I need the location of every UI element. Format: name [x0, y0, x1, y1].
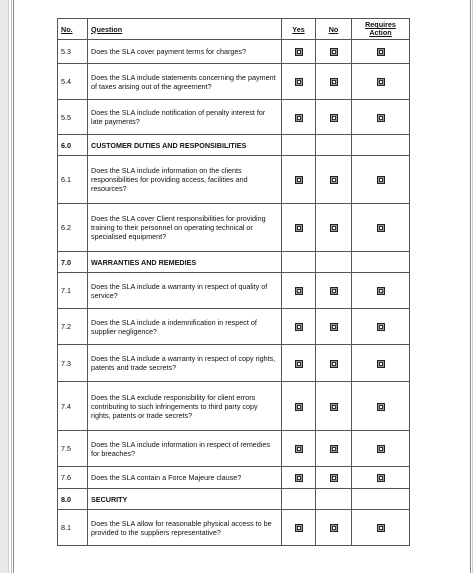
cell-yes	[282, 382, 316, 431]
section-title: CUSTOMER DUTIES AND RESPONSIBILITIES	[88, 135, 282, 156]
cell-yes	[282, 489, 316, 510]
checkbox-yes-icon[interactable]	[295, 114, 303, 122]
checkbox-requires-action-icon[interactable]	[377, 360, 385, 368]
table-row	[58, 467, 410, 489]
cell-no	[316, 64, 352, 100]
cell-no	[316, 252, 352, 273]
header-action-label: Action	[369, 28, 392, 37]
section-row	[58, 135, 410, 156]
cell-yes	[282, 309, 316, 345]
checkbox-requires-action-icon[interactable]	[377, 474, 385, 482]
section-row	[58, 489, 410, 510]
checkbox-requires-action-icon[interactable]	[377, 48, 385, 56]
cell-no	[316, 309, 352, 345]
checkbox-requires-action-icon[interactable]	[377, 445, 385, 453]
row-number: 7.4	[58, 382, 88, 431]
table-row	[58, 100, 410, 135]
cell-yes	[282, 467, 316, 489]
checkbox-no-icon[interactable]	[330, 403, 338, 411]
cell-requires-action	[352, 204, 410, 252]
question-text: Does the SLA exclude responsibility for client errors contributing to such infringements to third party copy rights, patents or trade secrets?	[88, 382, 282, 431]
cell-requires-action	[352, 64, 410, 100]
checkbox-requires-action-icon[interactable]	[377, 224, 385, 232]
checkbox-no-icon[interactable]	[330, 114, 338, 122]
section-row	[58, 252, 410, 273]
section-title: SECURITY	[88, 489, 282, 510]
checkbox-no-icon[interactable]	[330, 78, 338, 86]
checkbox-no-icon[interactable]	[330, 474, 338, 482]
checkbox-yes-icon[interactable]	[295, 287, 303, 295]
cell-no	[316, 467, 352, 489]
header-no-answer: No	[316, 19, 352, 40]
section-title: WARRANTIES AND REMEDIES	[88, 252, 282, 273]
row-number: 7.1	[58, 273, 88, 309]
checkbox-yes-icon[interactable]	[295, 224, 303, 232]
checkbox-no-icon[interactable]	[330, 524, 338, 532]
cell-no	[316, 489, 352, 510]
table-row	[58, 64, 410, 100]
question-text: Does the SLA include notification of penalty interest for late payments?	[88, 100, 282, 135]
cell-yes	[282, 252, 316, 273]
header-question: Question	[88, 19, 282, 40]
header-requires-action	[352, 19, 410, 40]
checkbox-yes-icon[interactable]	[295, 524, 303, 532]
table-row	[58, 40, 410, 64]
checkbox-no-icon[interactable]	[330, 287, 338, 295]
row-number: 7.0	[58, 252, 88, 273]
header-requires-label: Requires	[365, 20, 396, 29]
cell-yes	[282, 273, 316, 309]
checkbox-requires-action-icon[interactable]	[377, 323, 385, 331]
table-row	[58, 273, 410, 309]
table-row	[58, 204, 410, 252]
row-number: 7.3	[58, 345, 88, 382]
row-number: 6.2	[58, 204, 88, 252]
checkbox-no-icon[interactable]	[330, 224, 338, 232]
sla-checklist-table	[57, 18, 410, 546]
cell-yes	[282, 40, 316, 64]
table-row	[58, 156, 410, 204]
cell-requires-action	[352, 100, 410, 135]
row-number: 5.4	[58, 64, 88, 100]
checkbox-requires-action-icon[interactable]	[377, 403, 385, 411]
table-row	[58, 510, 410, 546]
row-number: 6.1	[58, 156, 88, 204]
question-text: Does the SLA include information in respect of remedies for breaches?	[88, 431, 282, 467]
checkbox-yes-icon[interactable]	[295, 360, 303, 368]
table-row	[58, 431, 410, 467]
page-border-left-inner	[13, 0, 14, 573]
header-yes: Yes	[282, 19, 316, 40]
checkbox-no-icon[interactable]	[330, 360, 338, 368]
cell-requires-action	[352, 135, 410, 156]
checkbox-requires-action-icon[interactable]	[377, 114, 385, 122]
row-number: 5.5	[58, 100, 88, 135]
row-number: 7.5	[58, 431, 88, 467]
checkbox-yes-icon[interactable]	[295, 403, 303, 411]
row-number: 7.2	[58, 309, 88, 345]
row-number: 5.3	[58, 40, 88, 64]
cell-yes	[282, 135, 316, 156]
row-number: 8.1	[58, 510, 88, 546]
cell-requires-action	[352, 382, 410, 431]
table-row	[58, 345, 410, 382]
cell-no	[316, 510, 352, 546]
cell-requires-action	[352, 156, 410, 204]
cell-yes	[282, 510, 316, 546]
cell-requires-action	[352, 273, 410, 309]
cell-requires-action	[352, 467, 410, 489]
header-no: No.	[58, 19, 88, 40]
cell-requires-action	[352, 431, 410, 467]
question-text: Does the SLA include a warranty in respect of quality of service?	[88, 273, 282, 309]
page-border-right-inner	[470, 0, 471, 573]
checkbox-no-icon[interactable]	[330, 176, 338, 184]
checkbox-yes-icon[interactable]	[295, 48, 303, 56]
cell-yes	[282, 431, 316, 467]
table-body	[58, 40, 410, 546]
checkbox-no-icon[interactable]	[330, 48, 338, 56]
checkbox-yes-icon[interactable]	[295, 323, 303, 331]
checkbox-yes-icon[interactable]	[295, 176, 303, 184]
question-text: Does the SLA include a indemnification in respect of supplier negligence?	[88, 309, 282, 345]
cell-no	[316, 204, 352, 252]
cell-requires-action	[352, 510, 410, 546]
cell-no	[316, 431, 352, 467]
window-left-edge	[0, 0, 9, 573]
cell-yes	[282, 204, 316, 252]
row-number: 7.6	[58, 467, 88, 489]
checkbox-no-icon[interactable]	[330, 323, 338, 331]
checkbox-requires-action-icon[interactable]	[377, 176, 385, 184]
checkbox-yes-icon[interactable]	[295, 445, 303, 453]
cell-requires-action	[352, 345, 410, 382]
checkbox-requires-action-icon[interactable]	[377, 78, 385, 86]
question-text: Does the SLA include information on the clients responsibilities for providing access, facilities and resources?	[88, 156, 282, 204]
cell-requires-action	[352, 40, 410, 64]
question-text: Does the SLA allow for reasonable physical access to be provided to the suppliers representative?	[88, 510, 282, 546]
question-text: Does the SLA cover payment terms for charges?	[88, 40, 282, 64]
row-number: 6.0	[58, 135, 88, 156]
cell-no	[316, 156, 352, 204]
checkbox-yes-icon[interactable]	[295, 78, 303, 86]
cell-yes	[282, 64, 316, 100]
checkbox-yes-icon[interactable]	[295, 474, 303, 482]
table-row	[58, 382, 410, 431]
cell-yes	[282, 100, 316, 135]
checkbox-requires-action-icon[interactable]	[377, 524, 385, 532]
page-border-right-outer	[472, 0, 473, 573]
row-number: 8.0	[58, 489, 88, 510]
table-header-row	[58, 19, 410, 40]
question-text: Does the SLA include a warranty in respect of copy rights, patents and trade secrets?	[88, 345, 282, 382]
table-row	[58, 309, 410, 345]
checkbox-no-icon[interactable]	[330, 445, 338, 453]
question-text: Does the SLA contain a Force Majeure clause?	[88, 467, 282, 489]
cell-requires-action	[352, 489, 410, 510]
cell-no	[316, 135, 352, 156]
question-text: Does the SLA cover Client responsibilities for providing training to their personnel on operating technical or specialised equipment?	[88, 204, 282, 252]
page-border-left-outer	[11, 0, 12, 573]
cell-no	[316, 382, 352, 431]
checkbox-requires-action-icon[interactable]	[377, 287, 385, 295]
cell-requires-action	[352, 309, 410, 345]
question-text: Does the SLA include statements concerning the payment of taxes arising out of the agreement?	[88, 64, 282, 100]
cell-no	[316, 273, 352, 309]
cell-no	[316, 345, 352, 382]
cell-yes	[282, 156, 316, 204]
cell-no	[316, 40, 352, 64]
cell-yes	[282, 345, 316, 382]
cell-requires-action	[352, 252, 410, 273]
cell-no	[316, 100, 352, 135]
